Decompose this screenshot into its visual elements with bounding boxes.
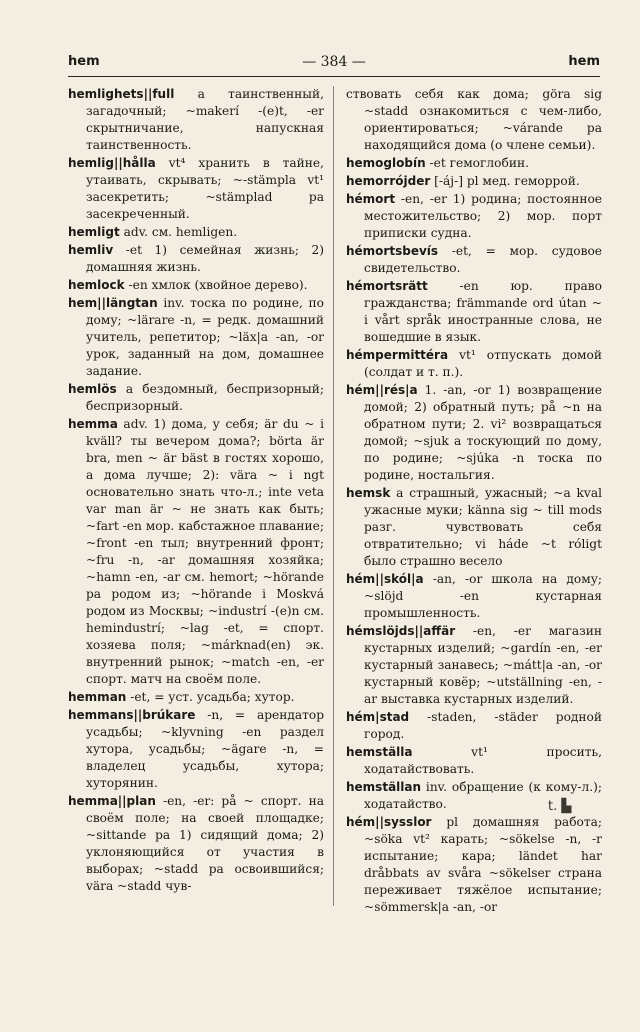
entry-headword: hém|stad xyxy=(346,710,410,724)
library-stamp: t. ▙ xyxy=(548,799,572,814)
entry-headword: hemställan xyxy=(346,780,422,794)
entry-headword: hemsk xyxy=(346,486,391,500)
entry-definition: vt⁴ хранить в тайне, утаивать, скрывать; ~-stämpla vt¹ засекретить; ~stämplad pa засекреченный. xyxy=(86,156,324,221)
entry-headword: hemligt xyxy=(68,225,120,239)
entry-definition: -en, -er магазин кустарных изделий; ~gardín -en, -er кустарный занавесь; ~mátt|a -an, -or кустарный ковёр; ~utställning -en, -ar выставка кустарных изделий. xyxy=(364,624,602,706)
entry-headword: hemlock xyxy=(68,278,125,292)
dictionary-entry xyxy=(346,347,602,381)
dictionary-entry xyxy=(346,709,602,743)
dictionary-entry xyxy=(346,623,602,708)
entry-definition: -et гемоглобин. xyxy=(425,156,529,170)
entry-headword: hemlig||hålla xyxy=(68,156,156,170)
entry-definition: -n, = арендатор усадьбы; ~klyvning -en раздел хутора, усадьбы; ~ägare -n, = владелец усадьбы, хутора; хуторянин. xyxy=(86,708,324,790)
entry-definition: 1. -an, -or 1) возвращение домой; 2) обратный путь; på ~n на обратном пути; 2. vi² возвращаться домой; ~sjuk a тоскующий по дому, по родине; ~sjúka -n тоска по родине, ностальгия. xyxy=(364,383,602,482)
dictionary-entry xyxy=(346,744,602,778)
page-number: — 384 — xyxy=(302,54,366,70)
entry-headword: hemlighets||full xyxy=(68,87,175,101)
dictionary-entry xyxy=(68,224,324,241)
dictionary-entry xyxy=(68,295,324,380)
entry-headword: hémortsbevís xyxy=(346,244,439,258)
dictionary-entry xyxy=(68,707,324,792)
entry-headword: hemoglobín xyxy=(346,156,426,170)
entry-headword: hémslöjds||affär xyxy=(346,624,456,638)
entry-headword: hémort xyxy=(346,192,396,206)
entry-definition: -et, = мор. судовое свидетельство. xyxy=(364,244,602,275)
entry-definition: a бездомный, беспризорный; беспризорный. xyxy=(86,382,324,413)
entry-definition: -an, -or школа на дому; ~slöjd -en кустарная промышленность. xyxy=(364,572,602,620)
dictionary-entry xyxy=(68,277,324,294)
entry-headword: hém||skól|a xyxy=(346,572,424,586)
dictionary-entry xyxy=(346,191,602,242)
entry-definition: inv. обращение (к кому-л.); ходатайство. xyxy=(364,780,602,811)
dictionary-entry xyxy=(68,381,324,415)
entry-definition: a таинственный, загадочный; ~makerí -(e)t, -er скрытничание, напускная таинственность. xyxy=(86,87,324,152)
entry-headword: hemlös xyxy=(68,382,117,396)
entry-headword: hemliv xyxy=(68,243,114,257)
entry-headword: hém||rés|a xyxy=(346,383,418,397)
entry-definition: -et 1) семейная жизнь; 2) домашняя жизнь. xyxy=(86,243,324,274)
page-header xyxy=(68,52,600,77)
dictionary-entry xyxy=(346,814,602,916)
entry-headword: hémortsrätt xyxy=(346,279,428,293)
dictionary-entry xyxy=(346,485,602,570)
entry-definition: a страшный, ужасный; ~a kval ужасные муки; känna sig ~ till mods разг. чувствовать себя отвратительно; vi háde ~t róligt было страшно весело xyxy=(364,486,602,568)
entry-definition: -staden, -städer родной город. xyxy=(364,710,602,741)
entry-definition: -en, -er: på ~ спорт. на своём поле; на своей площадке; ~sittande pa 1) сидящий дома; 2) уклоняющийся от участия в выборах; ~stadd pa освоившийся; vära ~stadd чув- xyxy=(86,794,324,893)
dictionary-entry xyxy=(68,86,324,154)
dictionary-entry xyxy=(68,689,324,706)
entry-headword: hemorrójder xyxy=(346,174,431,188)
left-column xyxy=(68,86,324,895)
dictionary-entry xyxy=(346,86,602,154)
dictionary-entry xyxy=(346,571,602,622)
dictionary-entry xyxy=(346,243,602,277)
entry-definition: vt¹ просить, ходатайствовать. xyxy=(364,745,602,776)
entry-definition: [-áj-] pl мед. геморрой. xyxy=(430,174,580,188)
entry-definition: inv. тоска по родине, по дому; ~lärare -n, = редк. домашний учитель, репетитор; ~läx|a -an, -or урок, заданный на дом, домашнее задание. xyxy=(86,296,324,378)
entry-definition: -et, = уст. усадьба; хутор. xyxy=(126,690,295,704)
entry-definition: -en хмлок (хвойное дерево). xyxy=(124,278,308,292)
entry-headword: hem||längtan xyxy=(68,296,158,310)
dictionary-entry xyxy=(346,173,602,190)
dictionary-entry xyxy=(68,155,324,223)
dictionary-entry xyxy=(68,416,324,688)
entry-headword: hémpermittéra xyxy=(346,348,449,362)
entry-definition: -en, -er 1) родина; постоянное местожительство; 2) мор. порт приписки судна. xyxy=(364,192,602,240)
entry-headword: hemmans||brúkare xyxy=(68,708,196,722)
header-guide-word-right: hem xyxy=(568,54,600,69)
dictionary-entry xyxy=(68,793,324,895)
entry-definition: adv. 1) дома, у себя; är du ~ i kväll? ты вечером дома?; börta är bra, men ~ är bäst в гостях хорошо, а дома лучше; 2): vära ~ i ngt основательно знать что-л.; inte veta var man är ~ не знать как быть; ~fart -en мор. кабстажное плавание; ~front -en тыл; внутренний фронт; ~fru -n, -ar домашняя хозяйка; ~hamn -en, -ar см. hemort; ~hörande pa родом из; ~hörande i Moskvá родом из Москвы; ~industrí -(e)n см. hemindustrí; ~lag -et, = спорт. хозяева поля; ~márknad(en) эк. внутренний рынок; ~match -en, -er спорт. матч на своём поле. xyxy=(86,417,324,686)
entry-headword: hemställa xyxy=(346,745,413,759)
entry-definition: ствовать себя как дома; göra sig ~stadd ознакомиться с чем-либо, ориентироваться; ~várande pa находящийся дома (о члене семьи). xyxy=(346,87,602,152)
right-column xyxy=(346,86,602,916)
column-divider xyxy=(333,86,334,906)
entry-definition: -en юр. право гражданства; främmande ord útan ~ i vårt språk иностранные слова, не вошедшие в язык. xyxy=(364,279,602,344)
entry-definition: vt¹ отпускать домой (солдат и т. п.). xyxy=(364,348,602,379)
dictionary-entry xyxy=(346,382,602,484)
dictionary-entry xyxy=(346,278,602,346)
dictionary-entry xyxy=(68,242,324,276)
entry-headword: hemman xyxy=(68,690,127,704)
dictionary-entry xyxy=(346,155,602,172)
header-guide-word-left: hem xyxy=(68,54,100,69)
entry-headword: hém||sysslor xyxy=(346,815,432,829)
entry-headword: hemma xyxy=(68,417,118,431)
entry-headword: hemma||plan xyxy=(68,794,156,808)
entry-definition: adv. см. hemligen. xyxy=(119,225,238,239)
entry-definition: pl домашняя работа; ~söka vt² карать; ~sökelse -n, -r испытание; кара; ländet har dråbbats av svåra ~sökelser страна переживает тяжёлое испытание; ~sömmersk|a -an, -or xyxy=(364,815,602,914)
